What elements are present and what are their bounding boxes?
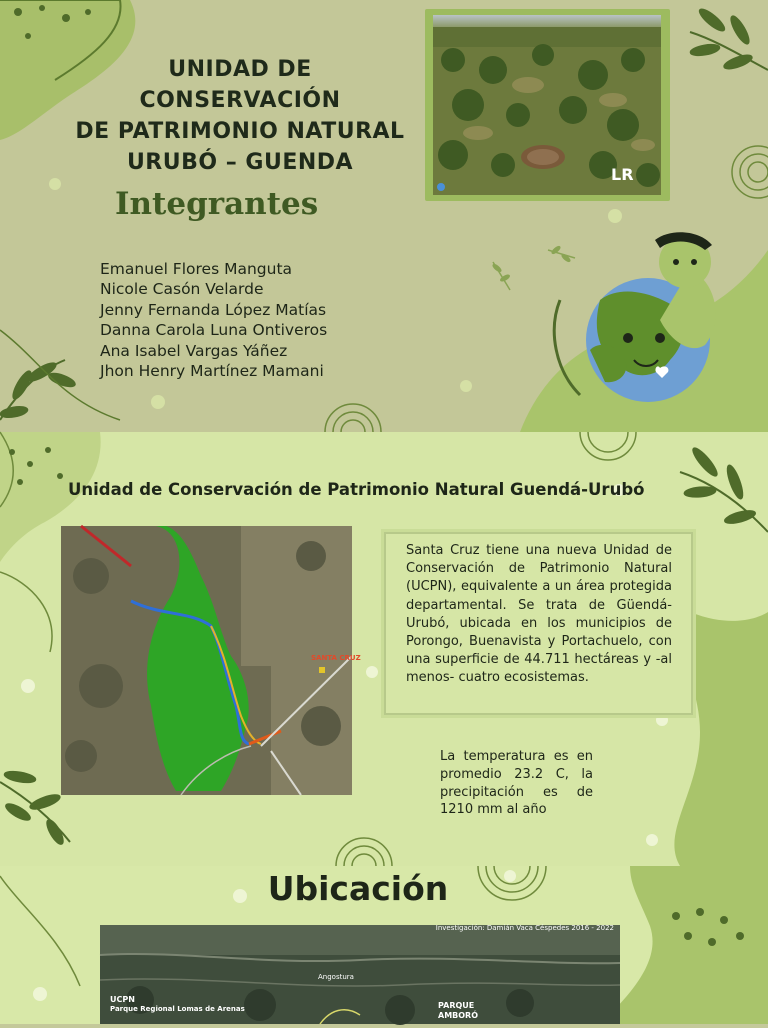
member-item: Jhon Henry Martínez Mamani (100, 362, 324, 381)
map-label-parque-1: PARQUE (438, 1001, 475, 1010)
map-label-parque-2: AMBORÓ (438, 1011, 479, 1020)
slide-location (0, 866, 768, 1024)
protected-area-map-image (61, 526, 361, 795)
map-label-park: Parque Regional Lomas de Arenas (110, 1005, 245, 1013)
member-item: Danna Carola Luna Ontiveros (100, 321, 328, 340)
map-label-angostura: Angostura (318, 973, 354, 981)
spiral-bottom-icon (336, 838, 392, 866)
map-city-label: SANTA CRUZ (311, 654, 361, 662)
spiral-right-icon (732, 146, 768, 198)
map-credit: Investigación: Damián Vaca Céspedes 2016 - 2022 (435, 924, 614, 932)
forest-photo-frame (425, 9, 670, 201)
member-item: Jenny Fernanda López Matías (100, 300, 327, 319)
slide-cover (0, 0, 768, 432)
cover-title-line-3: URUBÓ – GUENDA (126, 150, 354, 175)
leaf-branch-right-icon (680, 445, 768, 532)
location-aerial-map (100, 925, 620, 1024)
members-list (100, 259, 327, 381)
member-item: Emanuel Flores Manguta (100, 260, 293, 278)
climate-text: La temperatura es en promedio 23.2 C, la precipitación es de 1210 mm al año (440, 749, 593, 818)
forest-photo (433, 15, 661, 195)
spiral-bottom-icon (325, 404, 381, 432)
leaf-branch-right-icon (689, 6, 768, 72)
leaf-branch-left-icon (0, 769, 70, 846)
info-text: Santa Cruz tiene una nueva Unidad de Conservación de Patrimonio Natural (UCPN), equivalente a un área protegida departamental. Se trata de Güendá-Urubó, ubicada en los municipios de Porongo, Buenavista y Portachuelo, con una superficie de 44.711 hectáreas y -al menos- cuatro ecosistemas. (406, 543, 672, 686)
cover-title-line-2: DE PATRIMONIO NATURAL (75, 119, 405, 144)
info-box (384, 532, 693, 715)
sprout-icon (492, 245, 575, 290)
member-item: Nicole Casón Velarde (100, 280, 264, 299)
spiral-top-icon (580, 432, 636, 460)
photo-logo: LR (611, 165, 634, 184)
cover-title-line-1: UNIDAD DE CONSERVACIÓN (139, 57, 341, 113)
location-title: Ubicación (267, 869, 449, 908)
member-item: Ana Isabel Vargas Yáñez (100, 341, 288, 360)
members-heading: Integrantes (115, 186, 319, 222)
description-title: Unidad de Conservación de Patrimonio Natural Guendá-Urubó (68, 480, 645, 499)
protected-area-map (61, 526, 361, 795)
map-label-ucpn: UCPN (110, 995, 135, 1004)
forest-photo-image (433, 15, 661, 195)
slide-description (0, 432, 768, 866)
cover-title (70, 54, 410, 178)
